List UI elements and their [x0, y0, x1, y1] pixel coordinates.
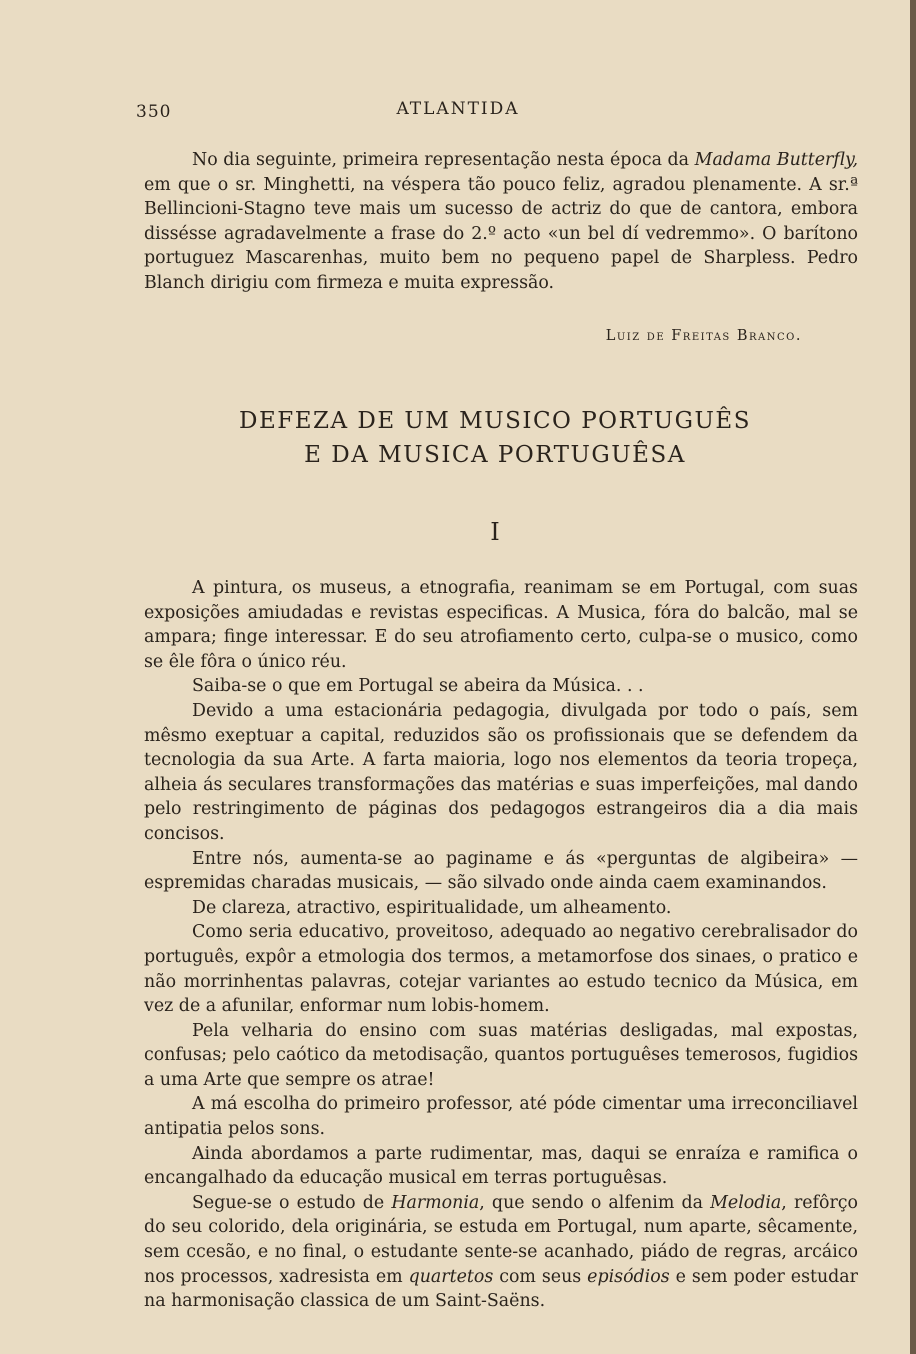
author-signature: Luiz de Freitas Branco.: [605, 328, 802, 344]
emphasis: Melodia: [710, 1192, 782, 1213]
text-run: Segue-se o estudo de: [192, 1192, 392, 1213]
emphasis: Harmonia: [391, 1192, 480, 1213]
body-paragraph: A má escolha do primeiro professor, até póde cimentar uma irreconciliavel antipatia pelos sons.: [144, 1094, 858, 1140]
title-line-2: E DA MUSICA PORTUGUÊSA: [304, 442, 686, 468]
review-paragraph: [144, 148, 858, 296]
text-run: No dia seguinte, primeira representação nesta época da: [192, 150, 695, 170]
text-run: com seus: [493, 1266, 588, 1287]
title-line-1: DEFEZA DE UM MUSICO PORTUGUÊS: [239, 408, 751, 434]
body-paragraph: A pintura, os museus, a etnografia, reanimam se em Portugal, com suas exposições amiudadas e revistas especificas. A Musica, fóra do balcão, mal se ampara; finge interessar. E do seu atrofiamento certo, culpa-se o musico, como se êle fôra o único réu.: [144, 578, 858, 672]
body-paragraph: Como seria educativo, proveitoso, adequado ao negativo cerebralisador do português, expôr a etmologia dos termos, a metamorfose dos sinaes, o pratico e não morrinhentas palavras, cotejar variantes ao estudo tecnico da Música, em vez de a afunilar, enformar num lobis-homem.: [144, 922, 858, 1017]
body-paragraph: Entre nós, aumenta-se ao paginame e ás «perguntas de algibeira» — espremidas charadas musicais, — são silvado onde ainda caem examinandos.: [144, 848, 858, 894]
text-run: em que o sr. Minghetti, na véspera tão pouco feliz, agradou plenamente. A sr.ª Bellincioni-Stagno teve mais um sucesso de actriz do que de cantora, embora dissésse agradavelmente a frase do 2.º acto «un bel dí vedremmo». O barítono portuguez Mascarenhas, muito bem no pequeno papel de Sharpless. Pedro Blanch dirigiu com firmeza e muita expressão.: [144, 174, 858, 293]
journal-title: ATLANTIDA: [396, 99, 520, 119]
body-paragraph: Pela velharia do ensino com suas matérias desligadas, mal expostas, confusas; pelo caótico da metodisação, quantos portuguêses temerosos, fugidios a uma Arte que sempre os atrae!: [144, 1020, 858, 1090]
running-head: [0, 98, 916, 128]
text-run: , refôrço do seu colorido, dela originária, se estuda em Portugal, num aparte, sêcamente, sem ccesão, e no final, o estudante sente-se acanhado, piádo de regras, arcáico nos processos, xadresista em: [144, 1192, 858, 1287]
body-paragraph: [144, 1191, 858, 1314]
text-run: e sem poder estudar na harmonisação classica de um Saint-Saëns.: [144, 1266, 858, 1312]
text-run: , que sendo o alfenim da: [479, 1192, 711, 1213]
review-paragraph-block: [144, 148, 858, 296]
body-paragraph: De clareza, atractivo, espiritualidade, um alheamento.: [192, 897, 672, 918]
emphasis: quartetos: [408, 1266, 494, 1287]
body-paragraph: Ainda abordamos a parte rudimentar, mas, daqui se enraíza e ramifica o encangalhado da educação musical em terras portuguêsas.: [144, 1143, 858, 1189]
article-title: [0, 404, 916, 472]
section-numeral: I: [490, 518, 500, 546]
article-body: [144, 576, 858, 1314]
emphasis: episódios: [587, 1266, 670, 1287]
page-number: 350: [136, 102, 172, 122]
page-edge: [910, 0, 916, 1354]
opera-title: Madama Butterfly,: [694, 150, 858, 170]
body-paragraph: Devido a uma estacionária pedagogia, divulgada por todo o país, sem mêsmo exeptuar a capital, reduzidos são os profissionais que se defendem da tecnologia da sua Arte. A farta maioria, logo nos elementos da teoria tropeça, alheia ás seculares transformações das matérias e suas imperfeições, mal dando pelo restringimento de páginas dos pedagogos estrangeiros dia a dia mais concisos.: [144, 700, 858, 844]
body-paragraph: Saiba-se o que em Portugal se abeira da Música. . .: [192, 676, 644, 697]
